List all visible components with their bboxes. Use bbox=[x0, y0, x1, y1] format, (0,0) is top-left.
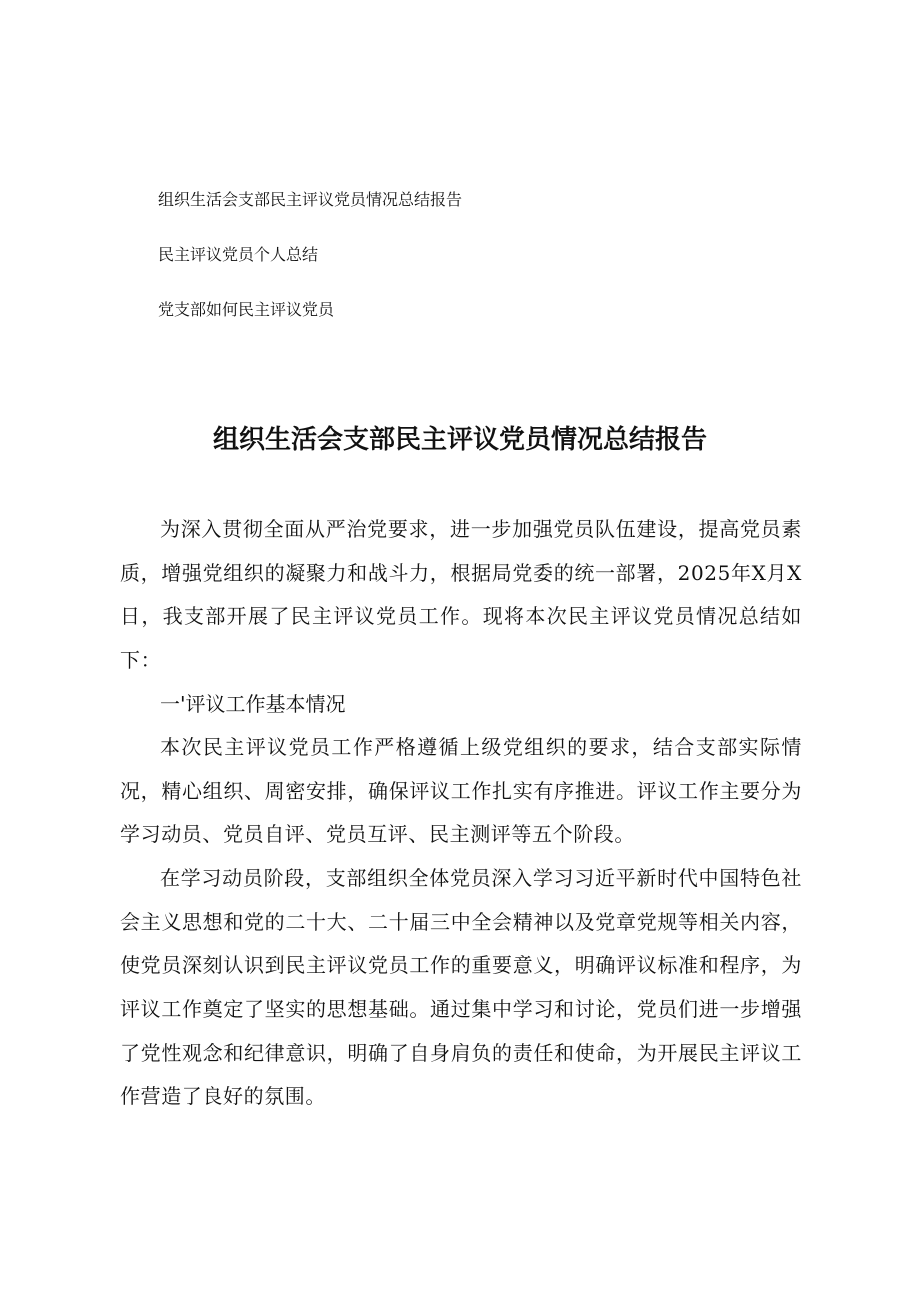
toc-item-summary-report: 组织生活会支部民主评议党员情况总结报告 bbox=[158, 190, 463, 209]
table-of-contents bbox=[158, 187, 758, 323]
toc-item-branch-evaluation: 党支部如何民主评议党员 bbox=[158, 300, 335, 319]
body-paragraph: 在学习动员阶段，支部组织全体党员深入学习习近平新时代中国特色社会主义思想和党的二十大、二十届三中全会精神以及党章党规等相关内容，使党员深刻认识到民主评议党员工作的重要意义，明确评议标准和程序，为评议工作奠定了坚实的思想基础。通过集中学习和讨论，党员们进一步增强了党性观念和纪律意识，明确了自身肩负的责任和使命，为开展民主评议工作营造了良好的氛围。 bbox=[120, 865, 802, 1109]
intro-paragraph: 为深入贯彻全面从严治党要求，进一步加强党员队伍建设，提高党员素质，增强党组织的凝聚力和战斗力，根据局党委的统一部署，2025年X月X日，我支部开展了民主评议党员工作。现将本次民主评议党员情况总结如下： bbox=[120, 517, 802, 673]
document-body bbox=[120, 508, 802, 1119]
body-paragraph: 本次民主评议党员工作严格遵循上级党组织的要求，结合支部实际情况，精心组织、周密安排，确保评议工作扎实有序推进。评议工作主要分为学习动员、党员自评、党员互评、民主测评等五个阶段。 bbox=[120, 734, 802, 847]
document-title: 组织生活会支部民主评议党员情况总结报告 bbox=[212, 425, 707, 455]
toc-item-personal-summary: 民主评议党员个人总结 bbox=[158, 245, 319, 264]
section-heading: 一'评议工作基本情况 bbox=[160, 691, 346, 716]
